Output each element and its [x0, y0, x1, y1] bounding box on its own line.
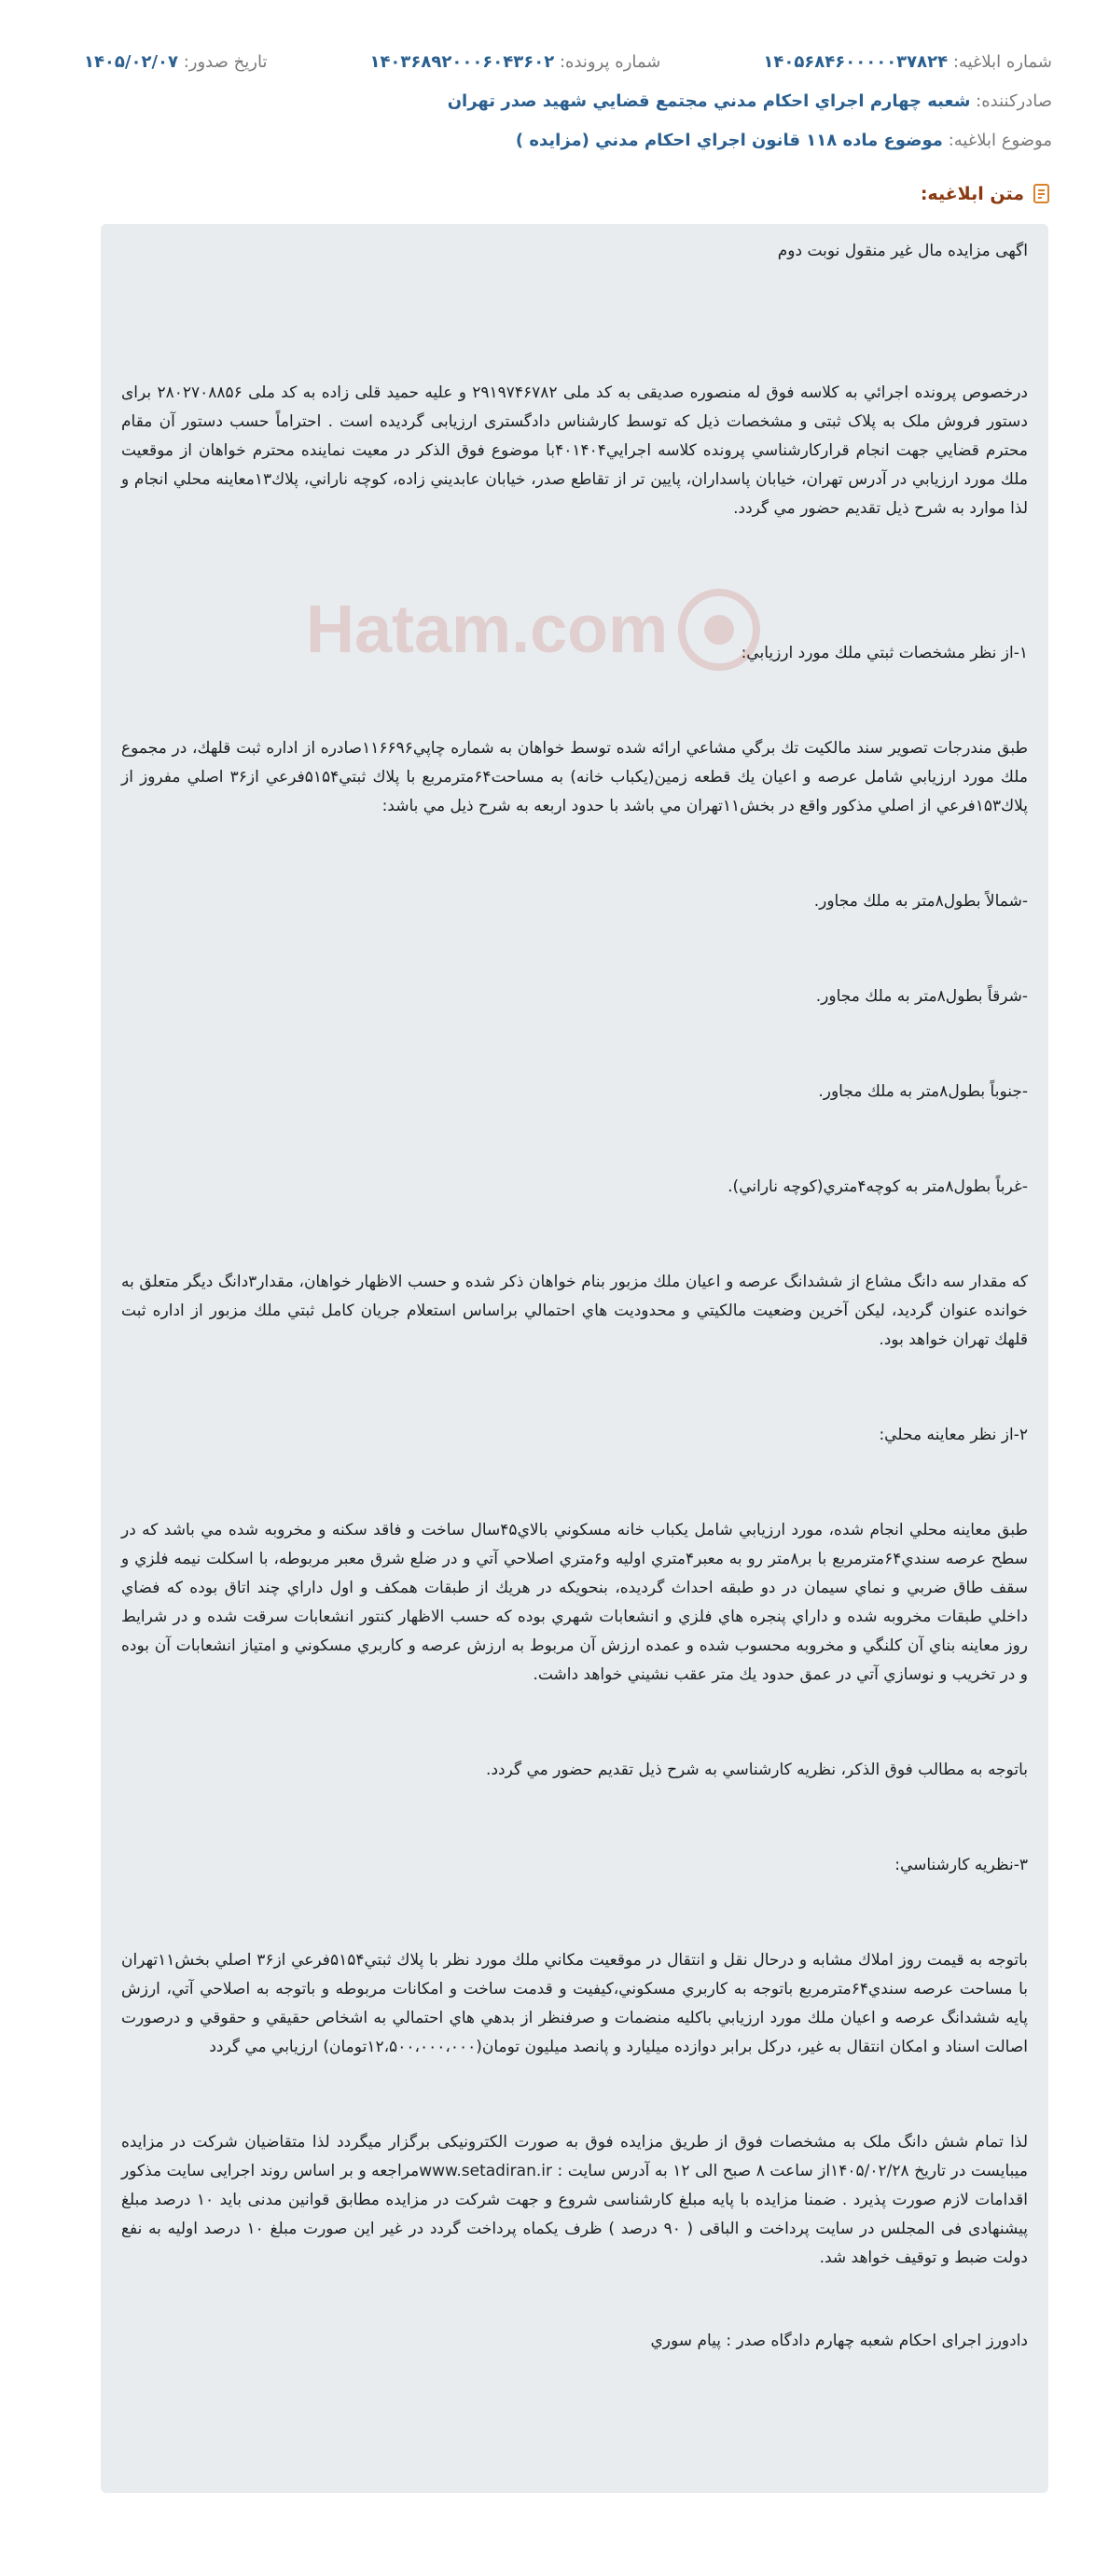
- file-number-value: ۱۴۰۳۶۸۹۲۰۰۰۶۰۴۳۶۰۲: [369, 52, 555, 72]
- issue-date-label: تاريخ صدور:: [183, 52, 268, 72]
- boundary-south: -جنوباً بطول۸متر به ملك مجاور.: [818, 1082, 1028, 1101]
- boundary-east: -شرقاً بطول۸متر به ملك مجاور.: [815, 987, 1028, 1006]
- file-number-label: شماره پرونده:: [559, 52, 661, 72]
- notice-number-label: شماره ابلاغيه:: [952, 52, 1052, 72]
- issue-date-value: ۱۴۰۵/۰۲/۰۷: [83, 52, 178, 72]
- notice-number-value: ۱۴۰۵۶۸۴۶۰۰۰۰۰۳۷۸۲۴: [763, 52, 949, 72]
- subject-value: موضوع ماده ۱۱۸ قانون اجراي احكام مدني (مزايده ): [515, 131, 943, 150]
- paragraph-title: اگهی مزايده مال غير منقول نوبت دوم: [777, 242, 1028, 260]
- document-icon: [1032, 183, 1052, 205]
- notice-meta-row: [84, 49, 1052, 77]
- paragraph-signature: دادورز اجرای احکام شعبه چهارم دادگاه صدر : پيام سوري: [650, 2332, 1028, 2350]
- body-title-text: متن ابلاغيه:: [920, 184, 1024, 204]
- issuer-value: شعبه چهارم اجراي احكام مدني مجتمع قضايي شهيد صدر تهران: [447, 91, 971, 111]
- section-2-heading: ۲-از نظر معاينه محلي:: [879, 1426, 1028, 1444]
- section-3-heading: ۳-نظريه كارشناسي:: [894, 1856, 1028, 1874]
- paragraph-valuation: باتوجه به قيمت روز املاك مشابه و درحال نقل و انتقال در موقعيت مكاني ملك مورد نظر با پلاك ثبتي۵۱۵۴فرعي از۳۶ اصلي بخش۱۱تهران با مساحت عرصه سندي۶۴مترمربع باتوجه به كاربري مسكوني،كيفيت و قدمت ساخت و امكانات مربوطه و باتوجه به اصلاحي آتي، ارزش پايه ششدانگ عرصه و اعيان ملك مورد ارزيابي باكليه منضمات و صرفنظر از بدهي هاي احتمالي به اشخاص حقيقي و حقوقي و درصورت اصالت اسناد و امكان انتقال به غير، دركل برابر دوازده ميليارد و پانصد ميليون تومان(۱۲،۵۰۰،۰۰۰،۰۰۰تومان) ارزيابي مي گردد: [121, 1951, 1028, 2056]
- boundary-north: -شمالاً بطول۸متر به ملك مجاور.: [813, 892, 1028, 911]
- issuer-label: صادرکننده:: [976, 91, 1052, 111]
- body-title: [921, 183, 1052, 205]
- paragraph-auction-terms: لذا تمام شش دانگ ملک به مشخصات فوق از طریق مزایده فوق به صورت الکترونیکی برگزار میگردد لذا متقاضیان شرکت در مزایده میبایست در تاریخ ۱۴۰۵/۰۲/۲۸از ساعت ۸ صبح الی ۱۲ به آدرس سایت : www.setadiran.irمراجعه و بر اساس روند اجرایی سایت مذکور اقدامات لازم صورت پذیرد . ضمنا مزایده با پایه مبلغ کارشناسی شروع و جهت شرکت در مزایده مطابق قوانین مدنی باید ۱۰ درصد مبلغ پیشنهادی فی المجلس در سایت پرداخت و الباقی ( ۹۰ درصد ) ظرف یکماه پرداخت گردد در غیر این صورت مبلغ ۱۰ درصد اولیه به نفع دولت ضبط و توقیف خواهد شد.: [121, 2133, 1028, 2267]
- subject-row: [516, 127, 1052, 155]
- section-1-heading: ۱-از نظر مشخصات ثبتي ملك مورد ارزيابي:: [741, 644, 1028, 662]
- issue-date-field: [84, 49, 268, 77]
- file-number-field: [369, 49, 660, 77]
- paragraph-intro: درخصوص پرونده اجرائي به كلاسه فوق له منصوره صديقی به كد ملی ۲۹۱۹۷۴۶۷۸۲ و علیه حمید قلی زاده به كد ملی ۲۸۰۲۷۰۸۸۵۶ برای دستور فروش ملک به پلاک ثبتی و مشخصات ذیل که توسط کارشناس دادگستری ارزیابی گردیده است . احتراماً حسب دستور آن مقام محترم قضايي جهت انجام قراركارشناسي پرونده كلاسه اجرايي۴۰۱۴۰۴با موضوع فوق الذكر در معيت نماينده محترم خواهان از موقعيت ملك مورد ارزيابي در آدرس تهران، خيابان پاسداران، پايين تر از تقاطع صدر، خيابان عابديني زاده، كوچه ناراني، پلاك۱۳معاينه محلي انجام و لذا موارد به شرح ذيل تقديم حضور مي گردد.: [121, 383, 1028, 518]
- issuer-row: [448, 88, 1052, 116]
- subject-label: موضوع ابلاغيه:: [948, 131, 1052, 150]
- paragraph-ownership: كه مقدار سه دانگ مشاع از ششدانگ عرصه و اعيان ملك مزبور بنام خواهان ذكر شده و حسب الاظهار خواهان، مقدار۳دانگ ديگر متعلق به خوانده عنوان گرديد، ليكن آخرين وضعيت مالكيتي و محدوديت هاي احتمالي براساس استعلام جريان كامل ثبتي ملك مزبور از اداره ثبت قلهك تهران خواهد بود.: [121, 1273, 1028, 1349]
- watermark-text: Hatam.com: [306, 592, 669, 667]
- paragraph-transition: باتوجه به مطالب فوق الذكر، نظريه كارشناسي به شرح ذيل تقديم حضور مي گردد.: [486, 1761, 1028, 1779]
- notice-body: [101, 224, 1048, 2493]
- paragraph-inspection: طبق معاينه محلي انجام شده، مورد ارزيابي شامل يكباب خانه مسكوني بالاي۴۵سال ساخت و فاقد سكنه و مخروبه شده مي باشد كه در سطح عرصه سندي۶۴مترمربع با بر۸متر رو به معبر۴متري اوليه و۶متري اصلاحي آتي و در ضلع شرق معبر مربوطه، با اسكلت نيمه فلزي و سقف طاق ضربي و نماي سيمان در دو طبقه احداث گرديده، بنحويكه در هريك از طبقات همكف و اول داراي چند اتاق بوده كه فضاي داخلي طبقات مخروبه شده و داراي پنجره هاي فلزي و انشعابات شهري بوده كه حسب الاظهار كنتور انشعابات سرقت شده و در شرايط روز معاينه بناي آن كلنگي و مخروبه محسوب شده و عمده ارزش آن مربوط به ارزش عرصه و كاربري مسكوني و امتياز انشعابات آن بوده و در تخريب و نوسازي آتي در عمق حدود يك متر عقب نشيني خواهد داشت.: [121, 1521, 1028, 1684]
- paragraph-registration: طبق مندرجات تصوير سند مالكيت تك برگي مشاعي ارائه شده توسط خواهان به شماره چاپي۱۱۶۶۹۶صادره از اداره ثبت قلهك، در مجموع ملك مورد ارزيابي شامل عرصه و اعيان يك قطعه زمين(يكباب خانه) به مساحت۶۴مترمربع با پلاك ثبتي۵۱۵۴فرعي از۳۶ اصلي مفروز از پلاك۱۵۳فرعي از اصلي مذكور واقع در بخش۱۱تهران مي باشد با حدود اربعه به شرح ذيل مي باشد:: [121, 739, 1028, 815]
- boundary-west: -غرباً بطول۸متر به كوچه۴متري(كوچه ناراني).: [728, 1177, 1028, 1196]
- notice-number-field: [763, 49, 1052, 77]
